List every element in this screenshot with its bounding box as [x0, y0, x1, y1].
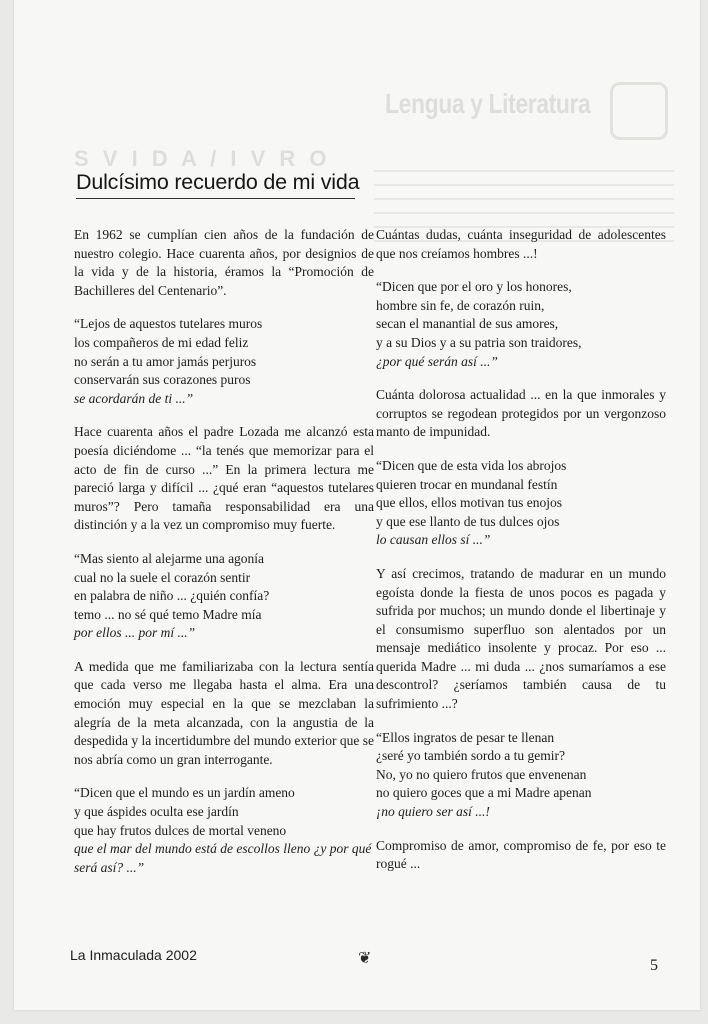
- verse-line: cual no la suele el corazón sentir: [74, 569, 251, 585]
- paragraph: Compromiso de amor, compromiso de fe, por eso te rogué ...: [376, 837, 666, 872]
- verse-line: en palabra de niño ... ¿quién confía?: [74, 588, 270, 604]
- verse-line: ¿seré yo también sordo a tu gemir?: [376, 748, 565, 764]
- paragraph: Y así crecimos, tratando de madurar en un mundo egoísta donde la fiesta de unos pocos es pagada y sufrida por muchos; un mundo donde el libertinaje y el consumismo superfluo son alentados por un mensaje mediático insolente y procaz. Por eso ... querida Madre ... mi duda ... ¿nos sumaríamos a ese descontrol? ¿seríamos también causa de tu sufrimiento ...?: [376, 565, 666, 712]
- page-number: 5: [650, 957, 658, 974]
- article-title: Dulcísimo recuerdo de mi vida: [76, 170, 360, 194]
- verse-line: no quiero goces que a mi Madre apenan: [376, 785, 592, 801]
- verse-line: “Lejos de aquestos tutelares muros: [74, 316, 263, 332]
- verse-line: que hay frutos dulces de mortal veneno: [74, 822, 287, 838]
- verse-stanza: [74, 550, 374, 643]
- verse-line: hombre sin fe, de corazón ruin,: [376, 297, 545, 313]
- verse-line: “Dicen que por el oro y los honores,: [376, 279, 572, 295]
- paragraph: A medida que me familiarizaba con la lectura sentía que cada verso me llegaba hasta el alma. Era una emoción muy especial en la que se mezclaban la alegría de la meta alcanzada, con la angustia de la despedida y la incertidumbre del mundo exterior que se nos abría como un gran interrogante.: [74, 658, 374, 767]
- verse-line: conservarán sus corazones puros: [74, 372, 251, 388]
- publication-name: La Inmaculada 2002: [70, 947, 197, 963]
- paragraph: Hace cuarenta años el padre Lozada me alcanzó esta poesía diciéndome ... “la tenés que memorizar para el acto de fin de curso ...” En la primera lectura me pareció larga y difícil ... ¿qué eran “aquestos tutelares muros”? Pero tamaña responsabilidad era una distinción y a la vez un compromiso muy fuerte.: [74, 424, 374, 533]
- left-column: [74, 226, 374, 892]
- verse-line: “Ellos ingratos de pesar te llenan: [376, 729, 555, 745]
- verse-stanza: [74, 315, 374, 408]
- verse-line: los compañeros de mi edad feliz: [74, 334, 249, 350]
- bleed-through-subheading: S V I D A / I V R O: [74, 146, 331, 171]
- verse-line: y que áspides oculta ese jardín: [74, 804, 239, 820]
- right-column: [376, 226, 666, 889]
- verse-line: y que ese llanto de tus dulces ojos: [376, 513, 560, 529]
- verse-line: no serán a tu amor jamás perjuros: [74, 353, 257, 369]
- verse-line: quieren trocar en mundanal festín: [376, 476, 558, 492]
- verse-line-italic: ¿por qué serán así ...”: [376, 353, 498, 369]
- verse-stanza: [376, 729, 666, 822]
- verse-line: que ellos, ellos motivan tus enojos: [376, 495, 562, 511]
- paragraph: Cuánta dolorosa actualidad ... en la que inmorales y corruptos se regodean protegidos por un vergonzoso manto de impunidad.: [376, 387, 666, 440]
- verse-line-italic: ¡no quiero ser así ...!: [376, 804, 490, 820]
- verse-stanza: [376, 457, 666, 550]
- verse-stanza: [376, 278, 666, 371]
- verse-line: secan el manantial de sus amores,: [376, 316, 559, 332]
- verse-line: No, yo no quiero frutos que envenenan: [376, 766, 587, 782]
- verse-line-italic: por ellos ... por mí ...”: [74, 625, 196, 641]
- paragraph: Cuántas dudas, cuánta inseguridad de adolescentes que nos creíamos hombres ...!: [376, 227, 666, 261]
- paragraph: En 1962 se cumplían cien años de la fundación de nuestro colegio. Hace cuarenta años, por designios de la vida y de la historia, éramos la “Promoción de Bachilleres del Centenario”.: [74, 227, 374, 298]
- title-underline: [76, 198, 355, 199]
- magazine-page: [14, 0, 700, 1010]
- verse-line: temo ... no sé qué temo Madre mía: [74, 606, 262, 622]
- verse-line: “Dicen que el mundo es un jardín ameno: [74, 785, 295, 801]
- bleed-through-logo-icon: [610, 82, 668, 140]
- verse-line-italic: lo causan ellos sí ...”: [376, 532, 491, 548]
- verse-line: y a su Dios y a su patria son traidores,: [376, 334, 582, 350]
- bleed-through-section-header: Lengua y Literatura: [384, 88, 590, 119]
- verse-line: “Mas siento al alejarme una agonía: [74, 550, 265, 566]
- verse-line-italic: que el mar del mundo está de escollos lleno ¿y por qué será así? ...”: [74, 841, 372, 875]
- verse-line: “Dicen que de esta vida los abrojos: [376, 457, 567, 473]
- verse-stanza: [74, 784, 374, 877]
- emblem-icon: ❦: [358, 950, 372, 967]
- verse-line-italic: se acordarán de ti ...”: [74, 390, 194, 406]
